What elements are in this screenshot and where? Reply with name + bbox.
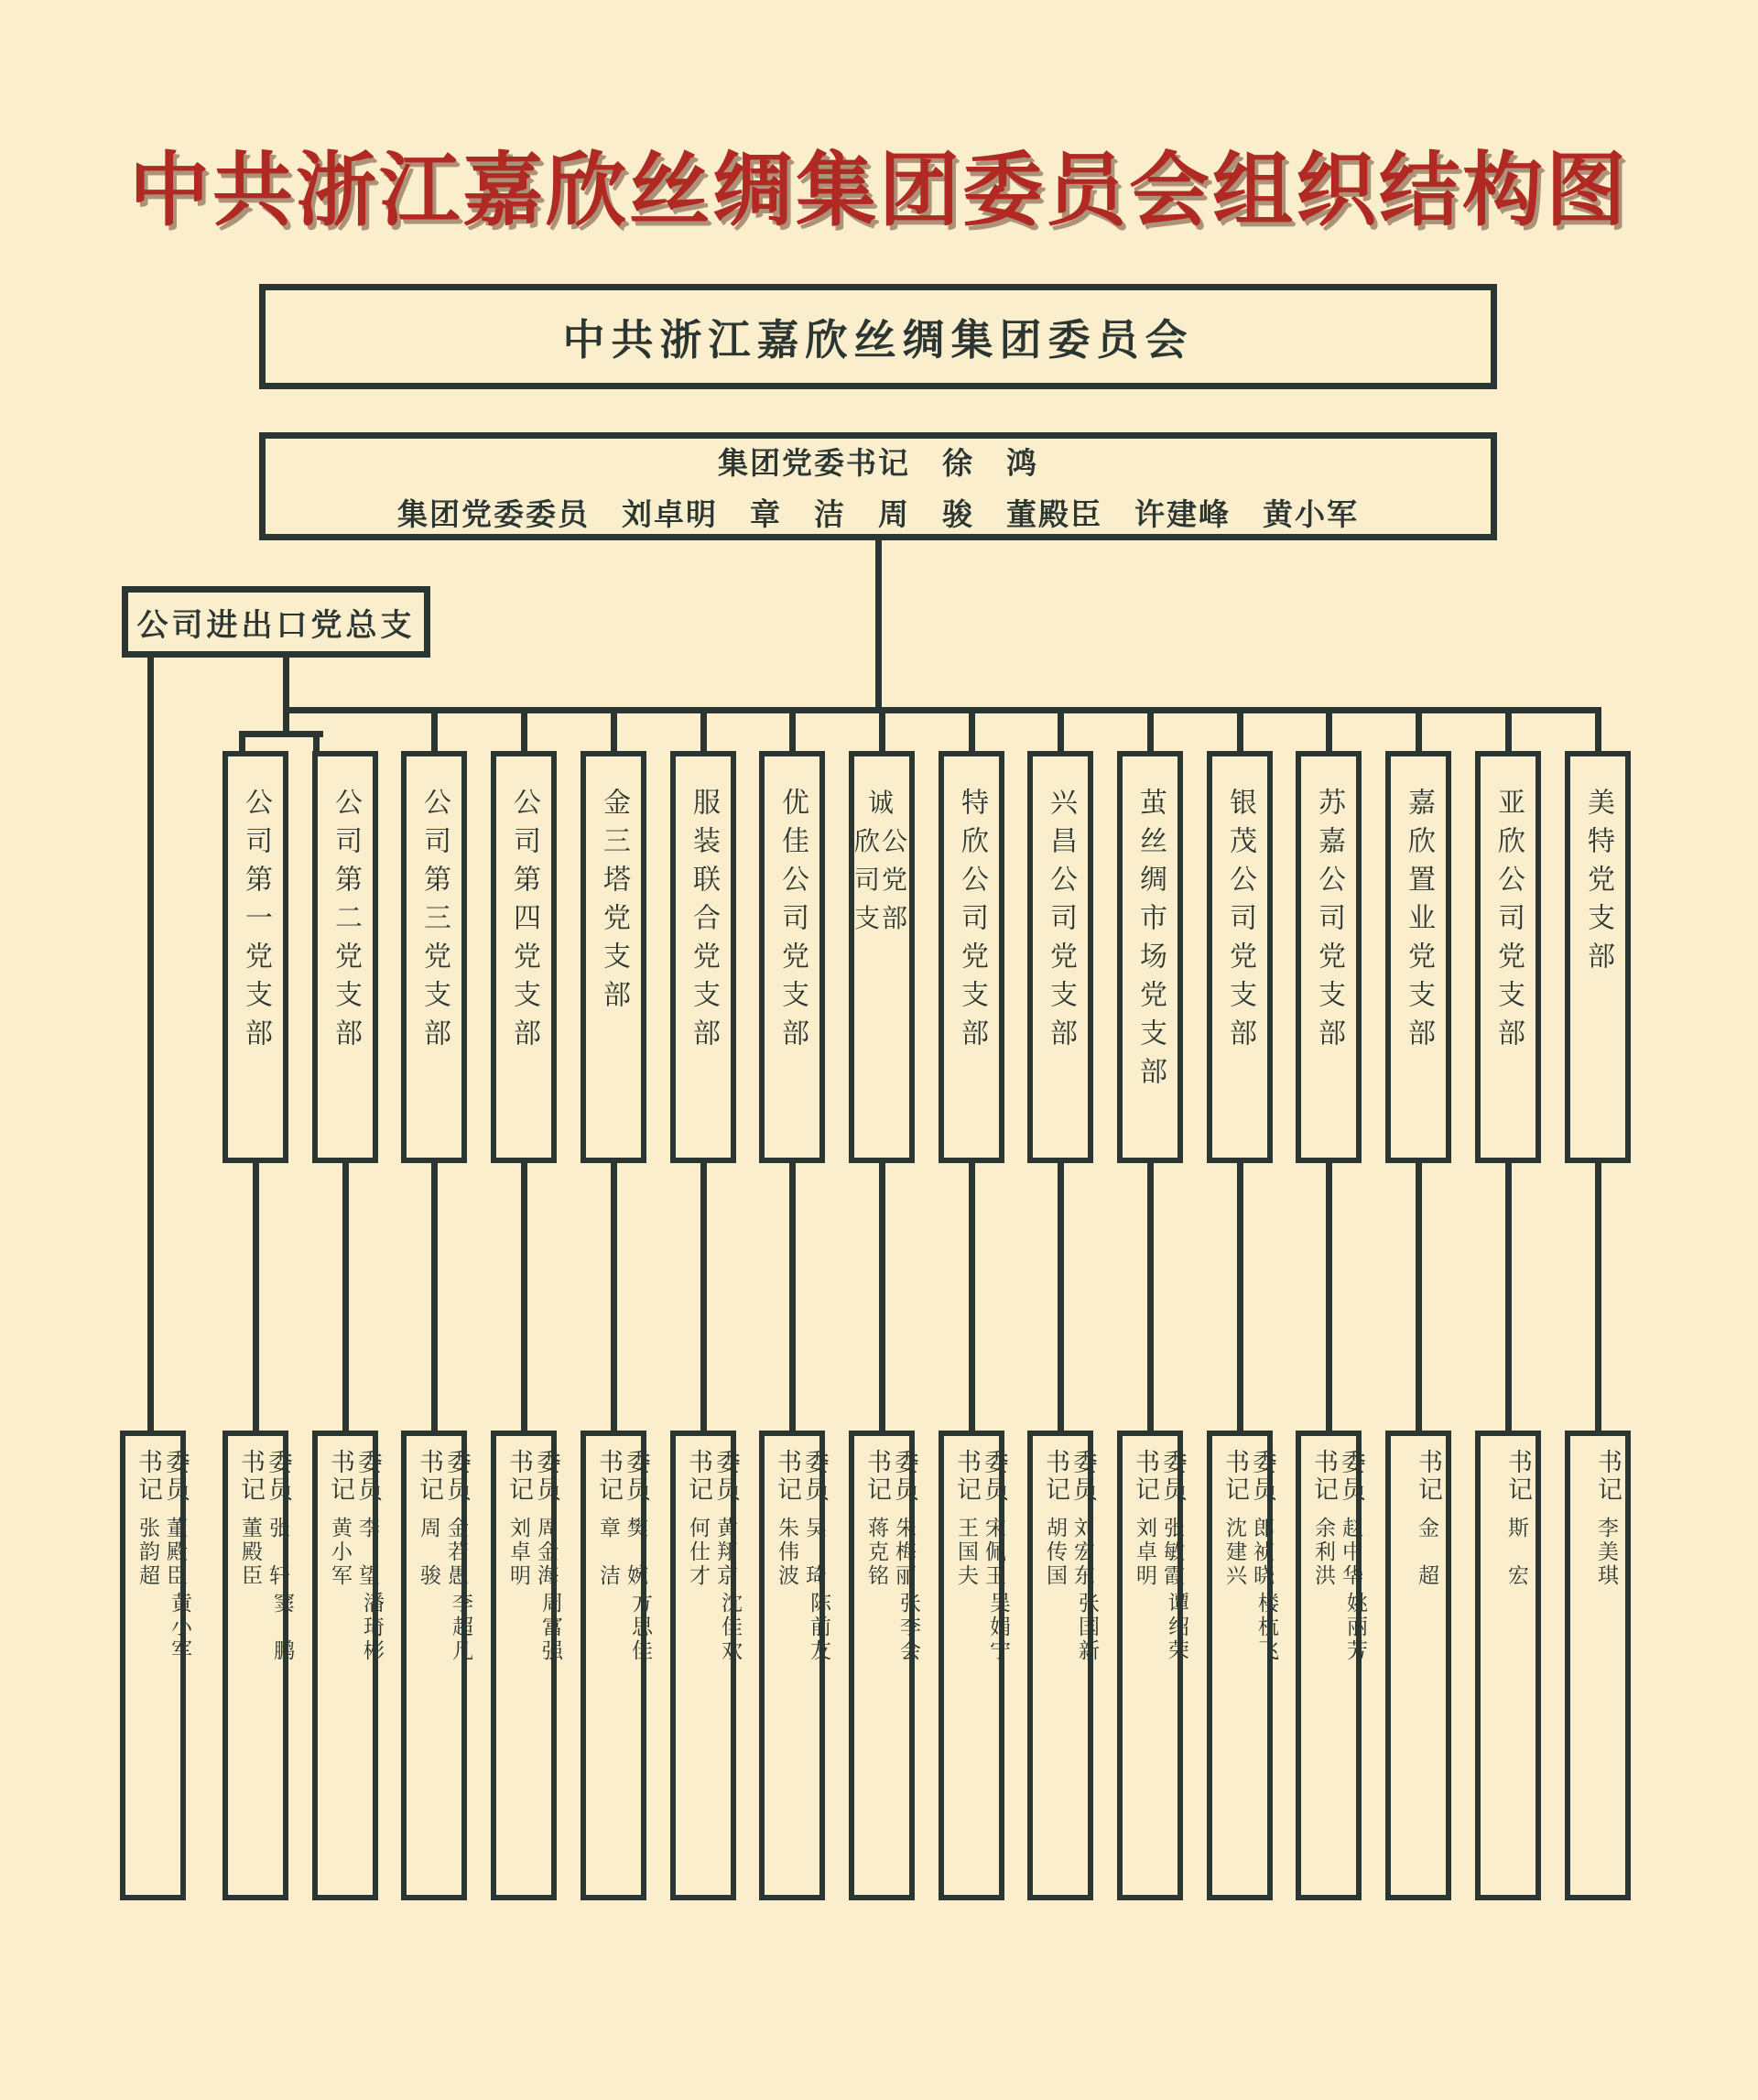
leaf-box: [1475, 1431, 1541, 1900]
general-branch-label: 公司进出口党总支: [136, 607, 416, 643]
connector-line: [1058, 1163, 1064, 1431]
secretary-role-label: 书记: [1310, 1449, 1338, 1504]
connector-line: [969, 1163, 975, 1431]
secretary-name: 张韵超: [136, 1517, 160, 1588]
leaf-box: [849, 1431, 921, 1900]
secretary-name: 刘卓明: [507, 1517, 531, 1588]
branch-label-row: 欣公: [854, 827, 910, 855]
branch-box: [1207, 751, 1273, 1163]
leaf-box: [401, 1431, 473, 1900]
member-name: 吴 琦: [803, 1517, 827, 1588]
secretary-role-label: 书记: [595, 1449, 623, 1504]
member-name: 周金海: [535, 1517, 559, 1588]
secretary-name: 董殿臣: [239, 1517, 263, 1588]
member-role-label: 委员: [1159, 1449, 1187, 1504]
secretary-name: 章 洁: [597, 1517, 621, 1588]
connector-line: [700, 1163, 707, 1431]
leaf-box: [759, 1431, 831, 1900]
member-name: 张 轩: [266, 1517, 290, 1588]
connector-line: [1326, 1163, 1332, 1431]
leaf-box: [312, 1431, 385, 1900]
member-name: 董殿臣: [164, 1517, 188, 1588]
connector-line: [253, 1163, 259, 1431]
branch-label: 金三塔党支部: [599, 788, 629, 1018]
connector-line: [521, 707, 527, 751]
branch-box: [1475, 751, 1541, 1163]
member-name: 张敏霞: [1161, 1517, 1185, 1588]
connector-line: [1416, 1163, 1422, 1431]
member-name: 吴娟宁: [987, 1592, 1011, 1663]
member-role-label: 委员: [801, 1449, 829, 1504]
member-name: 姚丽芳: [1344, 1592, 1368, 1663]
branch-label: 嘉欣置业党支部: [1404, 788, 1434, 1057]
member-role-label: 委员: [891, 1449, 918, 1504]
secretary-role-label: 书记: [237, 1449, 265, 1504]
leaf-box: [939, 1431, 1011, 1900]
connector-line: [283, 658, 289, 737]
leaf-box: [491, 1431, 563, 1900]
branch-box: [670, 751, 736, 1163]
branch-box: [1565, 751, 1631, 1163]
connector-line: [342, 1163, 349, 1431]
committee-box-label: 中共浙江嘉欣丝绸集团委员会: [562, 315, 1194, 364]
connector-line: [879, 1163, 885, 1431]
branch-box: [222, 751, 288, 1163]
branch-label: 兴昌公司党支部: [1046, 788, 1076, 1057]
member-role-label: 委员: [981, 1449, 1008, 1504]
member-name: 樊 婉: [624, 1517, 648, 1588]
connector-line: [1505, 707, 1512, 751]
connector-line: [431, 707, 438, 751]
branch-box: [1296, 751, 1362, 1163]
connector-line: [1237, 707, 1243, 751]
member-name: 楼杭飞: [1255, 1592, 1279, 1663]
page-title: 中共浙江嘉欣丝绸集团委员会组织结构图: [128, 145, 1629, 235]
secretary-name: 胡传国: [1044, 1517, 1068, 1588]
secretary-role-label: 书记: [1221, 1449, 1249, 1504]
branch-label-row: 支部: [854, 904, 910, 932]
branch-label: 茧丝绸市场党支部: [1135, 788, 1166, 1095]
branch-label-row: 诚: [867, 789, 895, 817]
general-branch-box: [122, 586, 430, 658]
secretary-name: 王国夫: [955, 1517, 979, 1588]
secretary-role-label: 书记: [505, 1449, 533, 1504]
member-name: 朱梅丽: [893, 1517, 917, 1588]
branch-label: 公司第一党支部: [241, 788, 271, 1057]
member-name: 宋佩玉: [982, 1517, 1006, 1588]
secretary-name: 沈建兴: [1223, 1517, 1247, 1588]
connector-line: [611, 1163, 617, 1431]
branch-box: [1117, 751, 1183, 1163]
leaf-box: [1117, 1431, 1189, 1900]
leaf-box: [581, 1431, 653, 1900]
secretary-name: 黄小军: [329, 1517, 353, 1588]
member-name: 李 望: [356, 1517, 380, 1588]
member-name: 黄翔京: [714, 1517, 738, 1588]
member-name: 谭绍荣: [1166, 1592, 1189, 1663]
connector-line: [1505, 1163, 1512, 1431]
secretary-name: 斯 宏: [1505, 1517, 1529, 1588]
secretary-name: 金 超: [1416, 1517, 1439, 1588]
secretary-name: 余利洪: [1312, 1517, 1336, 1588]
member-name: 刘宏东: [1071, 1517, 1095, 1588]
secretary-name: 李美琪: [1595, 1517, 1619, 1588]
connector-line: [1416, 707, 1422, 751]
secretary-role-label: 书记: [416, 1449, 443, 1504]
member-name: 李超凡: [450, 1592, 473, 1663]
branch-label: 亚欣公司党支部: [1493, 788, 1524, 1057]
branch-label: 服装联合党支部: [689, 788, 719, 1057]
connector-line: [239, 731, 245, 751]
connector-line: [1595, 1163, 1601, 1431]
member-name: 陈前友: [808, 1592, 831, 1663]
connector-line: [1326, 707, 1332, 751]
secretary-role-label: 书记: [1132, 1449, 1159, 1504]
secretary-name: 蒋克铭: [865, 1517, 889, 1588]
connector-line: [1147, 707, 1154, 751]
connector-line: [431, 1163, 438, 1431]
member-name: 潘琦彬: [361, 1592, 385, 1663]
secretary-role-label: 书记: [863, 1449, 891, 1504]
branch-label: 银茂公司党支部: [1225, 788, 1255, 1057]
leaf-box: [1565, 1431, 1631, 1900]
member-role-label: 委员: [443, 1449, 471, 1504]
leaf-box: [120, 1431, 192, 1900]
connector-line: [239, 731, 323, 737]
secretary-role-label: 书记: [685, 1449, 712, 1504]
leadership-members-line: 集团党委委员 刘卓明 章 洁 周 骏 董殿臣 许建峰 黄小军: [397, 496, 1359, 531]
branch-label: 公司第四党支部: [509, 788, 539, 1057]
committee-box: [259, 284, 1497, 389]
connector-line: [1147, 1163, 1154, 1431]
secretary-name: 何仕才: [687, 1517, 711, 1588]
connector-line: [521, 1163, 527, 1431]
member-name: 金若愚: [445, 1517, 469, 1588]
connector-line: [1237, 1163, 1243, 1431]
branch-box: [759, 751, 825, 1163]
connector-line: [1595, 707, 1601, 751]
connector-line: [789, 1163, 796, 1431]
branch-label: 公司第三党支部: [419, 788, 450, 1057]
connector-line: [147, 658, 154, 1431]
branch-box: [312, 751, 378, 1163]
secretary-role-label: 书记: [774, 1449, 801, 1504]
secretary-name: 刘卓明: [1134, 1517, 1157, 1588]
secretary-role-label: 书记: [327, 1449, 354, 1504]
connector-line: [1058, 707, 1064, 751]
branch-label: [854, 784, 909, 938]
leadership-box: [259, 432, 1497, 540]
secretary-role-label: 书记: [1042, 1449, 1069, 1504]
branch-box: [581, 751, 646, 1163]
secretary-role-label: 书记: [135, 1449, 162, 1504]
member-name: 张国新: [1076, 1592, 1100, 1663]
connector-line: [969, 707, 975, 751]
leaf-box: [1027, 1431, 1100, 1900]
branch-box: [491, 751, 557, 1163]
connector-line: [611, 707, 617, 751]
member-role-label: 委员: [354, 1449, 382, 1504]
branch-label: 特欣公司党支部: [957, 788, 987, 1057]
branch-label: 美特党支部: [1583, 788, 1613, 980]
connector-line: [287, 707, 1601, 713]
member-name: 郎祯晓: [1251, 1517, 1275, 1588]
member-name: 周富强: [539, 1592, 563, 1663]
connector-line: [879, 707, 885, 751]
connector-line: [875, 539, 882, 713]
member-name: 窦 鹏: [271, 1592, 295, 1663]
member-name: 张李会: [897, 1592, 921, 1663]
branch-box: [939, 751, 1004, 1163]
leaf-box: [670, 1431, 743, 1900]
member-role-label: 委员: [265, 1449, 292, 1504]
branch-label-row: 司党: [854, 865, 910, 894]
leaf-box: [1296, 1431, 1368, 1900]
branch-label: 公司第二党支部: [331, 788, 361, 1057]
leaf-box: [1207, 1431, 1279, 1900]
member-name: 赵中华: [1340, 1517, 1363, 1588]
connector-line: [789, 707, 796, 751]
member-role-label: 委员: [712, 1449, 740, 1504]
secretary-name: 朱伟波: [776, 1517, 799, 1588]
member-name: 黄小军: [168, 1592, 192, 1663]
member-name: 沈佳欢: [719, 1592, 743, 1663]
connector-line: [313, 731, 320, 751]
branch-box: [401, 751, 467, 1163]
branch-label: 苏嘉公司党支部: [1314, 788, 1344, 1057]
secretary-name: 周 骏: [418, 1517, 441, 1588]
member-role-label: 委员: [162, 1449, 190, 1504]
leaf-box: [222, 1431, 295, 1900]
member-role-label: 委员: [1069, 1449, 1097, 1504]
leadership-secretary-line: 集团党委书记 徐 鸿: [718, 445, 1038, 480]
branch-box: [1027, 751, 1093, 1163]
secretary-role-label: 书记: [1504, 1449, 1532, 1504]
member-role-label: 委员: [623, 1449, 650, 1504]
branch-box: [1385, 751, 1451, 1163]
secretary-role-label: 书记: [1415, 1449, 1442, 1504]
member-role-label: 委员: [533, 1449, 560, 1504]
member-name: 方思佳: [629, 1592, 653, 1663]
secretary-role-label: 书记: [953, 1449, 981, 1504]
member-role-label: 委员: [1249, 1449, 1276, 1504]
connector-line: [700, 707, 707, 751]
leaf-box: [1385, 1431, 1451, 1900]
branch-label: 优佳公司党支部: [777, 788, 808, 1057]
secretary-role-label: 书记: [1594, 1449, 1622, 1504]
member-role-label: 委员: [1338, 1449, 1365, 1504]
branch-box: [849, 751, 915, 1163]
